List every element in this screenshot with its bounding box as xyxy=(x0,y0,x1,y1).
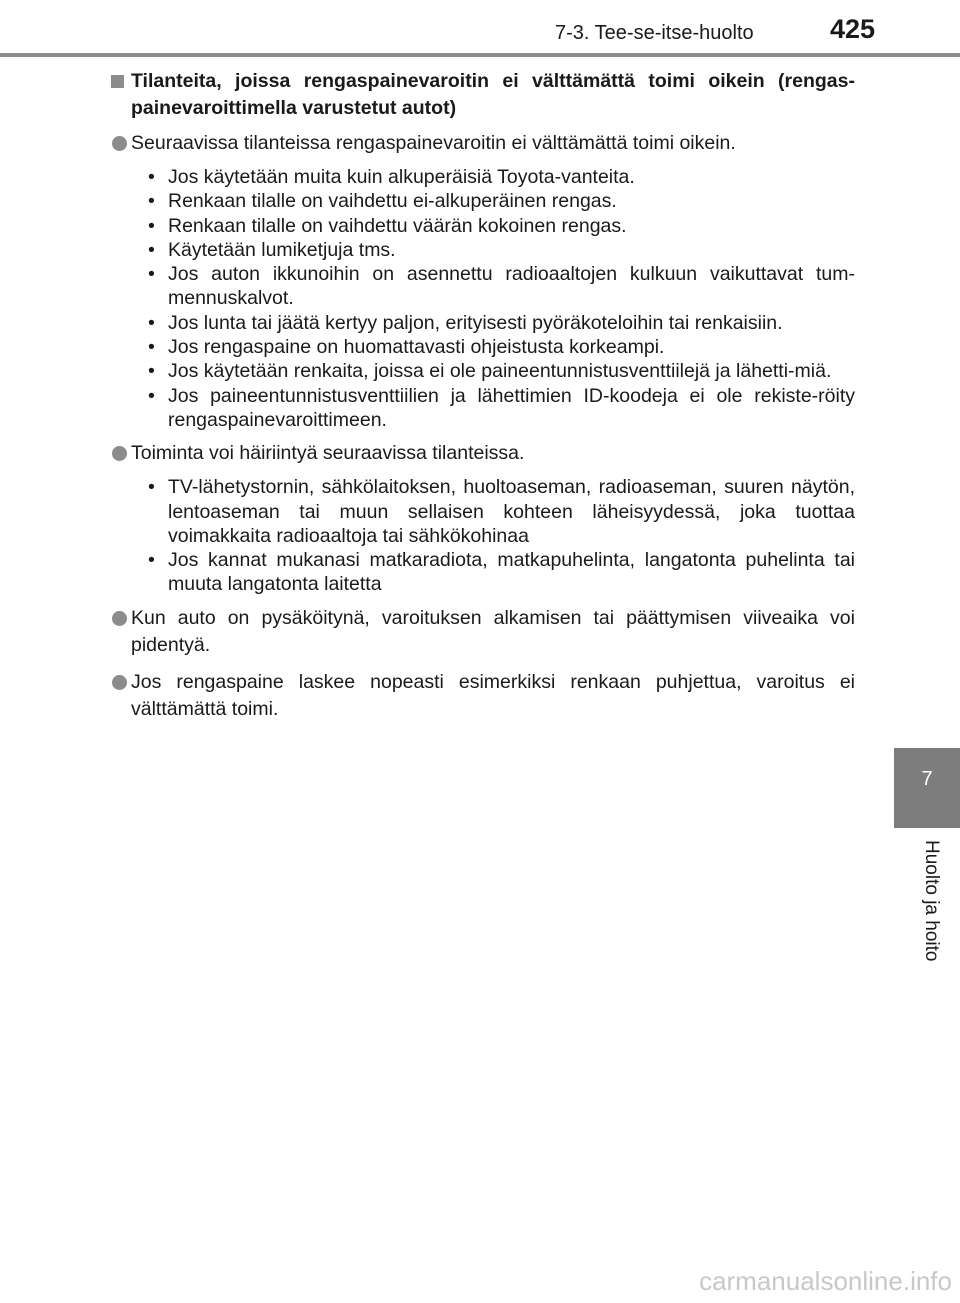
bullet-dot-icon: • xyxy=(148,238,155,261)
list-item-text: Jos lunta tai jäätä kertyy paljon, erityisesti pyöräkoteloihin tai renkaisiin. xyxy=(168,311,783,334)
list-item-text: Jos kannat mukanasi matkaradiota, matkapuhelinta, langatonta puhelinta tai muuta langatonta laitetta xyxy=(168,549,855,596)
chapter-title: Huolto ja hoito xyxy=(921,840,942,962)
circle-bullet-icon xyxy=(112,136,127,151)
list-item xyxy=(111,214,855,238)
list-item xyxy=(111,384,855,433)
bullet-dot-icon: • xyxy=(148,476,155,499)
list-item-text: Käytetään lumiketjuja tms. xyxy=(168,238,396,261)
bullet-dot-icon: • xyxy=(148,384,155,407)
bullet-dot-icon: • xyxy=(148,166,155,188)
list-item xyxy=(111,335,855,359)
page-content xyxy=(111,68,855,733)
watermark: carmanualsonline.info xyxy=(699,1266,952,1296)
bullet-list xyxy=(111,165,855,432)
list-item xyxy=(111,238,855,262)
circle-item xyxy=(111,605,855,659)
page-number: 425 xyxy=(830,14,876,44)
circle-item-text: Toiminta voi häiriintyä seuraavissa tilanteissa. xyxy=(131,442,525,465)
bullet-dot-icon: • xyxy=(148,214,155,237)
chapter-tab xyxy=(894,748,960,828)
running-header-section: 7-3. Tee-se-itse-huolto xyxy=(555,22,754,44)
section-heading-text: Tilanteita, joissa rengaspainevaroitin ei välttämättä toimi oikein (rengas-painevaroittimella varustetut autot) xyxy=(131,70,855,119)
circle-item-text: Jos rengaspaine laskee nopeasti esimerkiksi renkaan puhjettua, varoitus ei välttämättä toimi. xyxy=(131,670,855,720)
list-item-text: Renkaan tilalle on vaihdettu ei-alkuperäinen rengas. xyxy=(168,190,617,213)
list-item xyxy=(111,165,855,189)
list-item-text: Jos paineentunnistusventtiilien ja lähettimien ID-koodeja ei ole rekiste-röity rengaspainevaroittimeen. xyxy=(168,384,855,431)
bullet-dot-icon: • xyxy=(148,336,155,359)
section-heading xyxy=(111,68,855,122)
list-item-text: TV-lähetystornin, sähkölaitoksen, huoltoaseman, radioaseman, suuren näytön, lentoaseman tai muun sellaisen kohteen läheisyydessä, joka tuottaa voimakkaita radioaaltoja tai sähkökohinaa xyxy=(168,476,855,547)
list-item xyxy=(111,475,855,548)
bullet-dot-icon: • xyxy=(148,311,155,334)
list-item-text: Jos käytetään muita kuin alkuperäisiä Toyota-vanteita. xyxy=(168,166,635,188)
bullet-list xyxy=(111,475,855,596)
list-item xyxy=(111,189,855,213)
circle-item xyxy=(111,440,855,467)
list-item xyxy=(111,548,855,597)
circle-item-text: Seuraavissa tilanteissa rengaspainevaroitin ei välttämättä toimi oikein. xyxy=(131,132,736,154)
list-item-text: Jos käytetään renkaita, joissa ei ole paineentunnistusventtiilejä ja lähetti-miä. xyxy=(168,360,832,383)
list-item xyxy=(111,311,855,335)
circle-item xyxy=(111,130,855,157)
circle-bullet-icon xyxy=(112,611,127,626)
bullet-dot-icon: • xyxy=(148,360,155,383)
circle-bullet-icon xyxy=(112,446,127,461)
list-item-text: Jos auton ikkunoihin on asennettu radioaaltojen kulkuun vaikuttavat tum-mennuskalvot. xyxy=(168,263,855,310)
header-divider xyxy=(0,53,960,57)
bullet-dot-icon: • xyxy=(148,190,155,213)
circle-bullet-icon xyxy=(112,675,127,690)
bullet-dot-icon: • xyxy=(148,263,155,286)
list-item xyxy=(111,262,855,311)
square-bullet-icon xyxy=(111,75,124,88)
list-item xyxy=(111,359,855,383)
circle-item xyxy=(111,669,855,723)
list-item-text: Jos rengaspaine on huomattavasti ohjeistusta korkeampi. xyxy=(168,336,665,359)
circle-item-text: Kun auto on pysäköitynä, varoituksen alkamisen tai päättymisen viiveaika voi pidentyä. xyxy=(131,606,855,656)
list-item-text: Renkaan tilalle on vaihdettu väärän kokoinen rengas. xyxy=(168,214,627,237)
bullet-dot-icon: • xyxy=(148,549,155,572)
chapter-number: 7 xyxy=(921,768,933,790)
